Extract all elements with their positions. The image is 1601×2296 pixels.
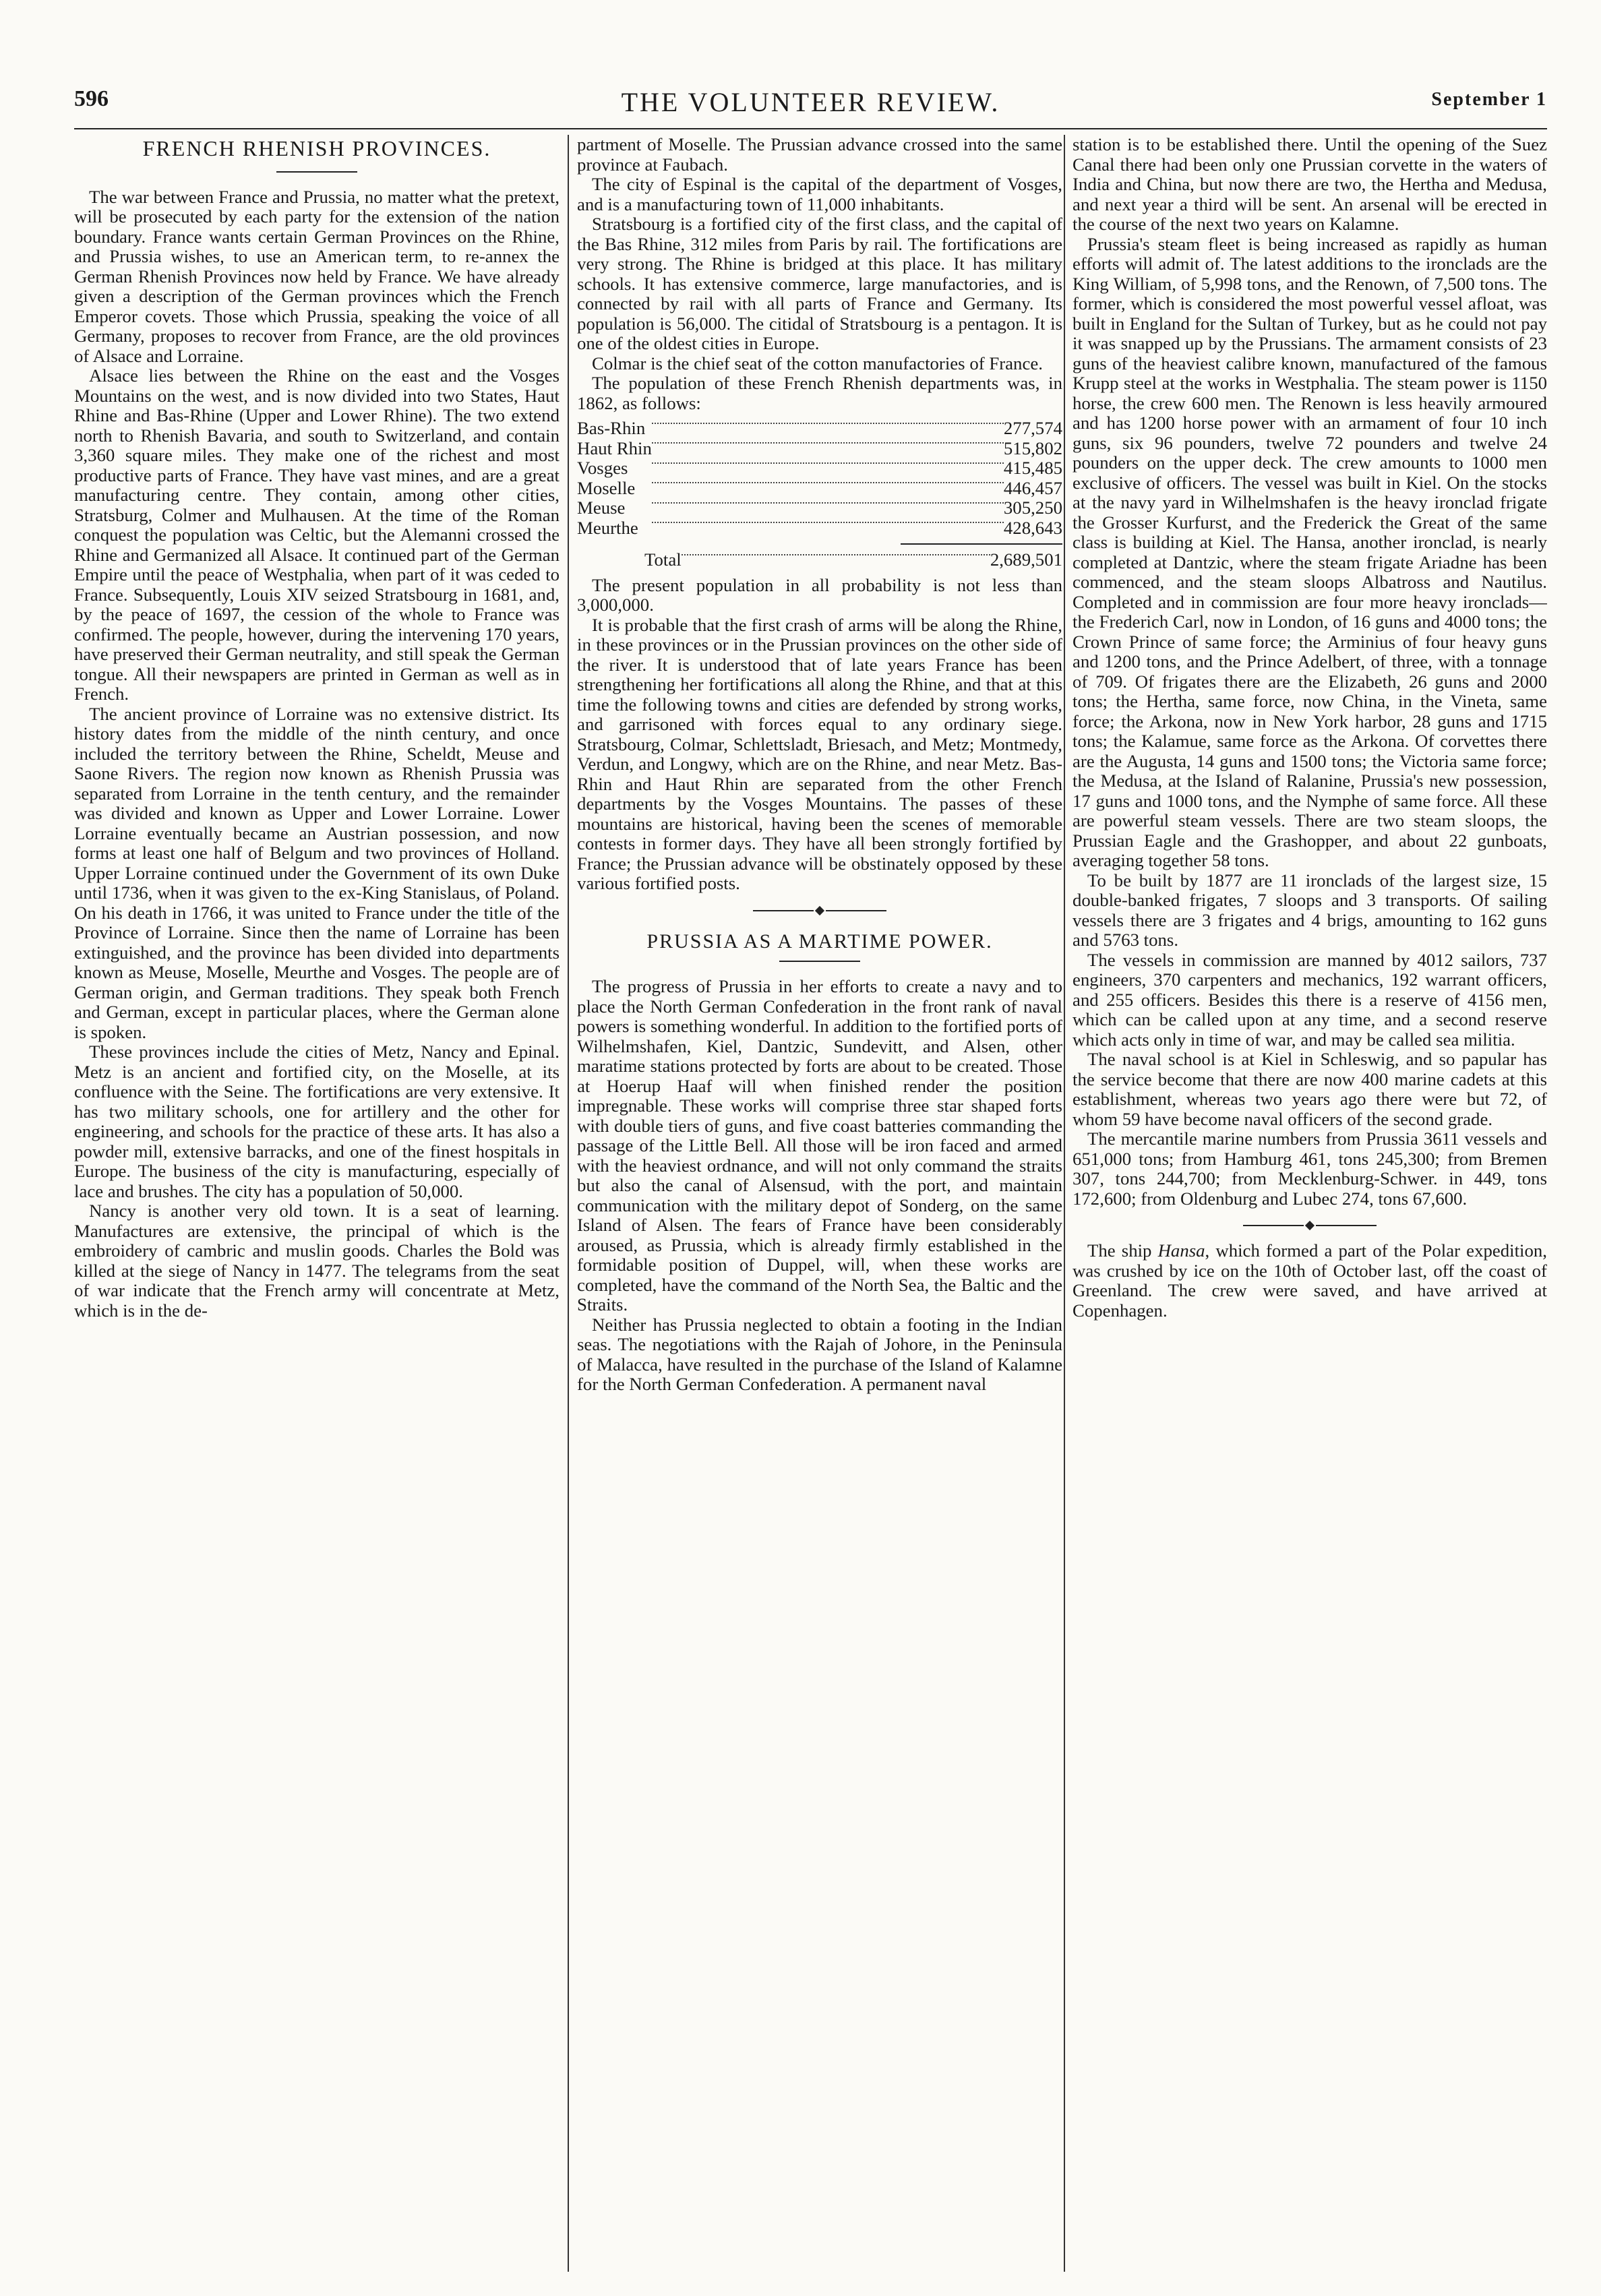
leader-dots bbox=[652, 419, 1004, 439]
section-separator bbox=[1073, 1215, 1547, 1233]
paragraph: The population of these French Rhenish departments was, in 1862, as follows: bbox=[577, 373, 1062, 413]
text-run: The ship bbox=[1087, 1240, 1158, 1261]
paragraph: These provinces include the cities of Metz, Nancy and Epinal. Metz is an ancient and fortified city, on the Moselle, at its confluence with the Seine. The fortifications are very extensive. It has two military schools, one for artillery and the other for engineering, and schools for the practice of these arts. It has also a powder mill, extensive barracks, and one of the finest hospitals in Europe. The business of the city is manufacturing, especially of lace and brushes. The city has a population of 50,000. bbox=[74, 1041, 560, 1201]
population-row bbox=[577, 498, 1062, 518]
department-population: 305,250 bbox=[1003, 497, 1062, 518]
leader-dots bbox=[652, 498, 1004, 518]
population-row bbox=[577, 419, 1062, 439]
paragraph: The ancient province of Lorraine was no extensive district. Its history dates from the middle of the ninth century, and once included the territory between the Rhine, Scheldt, Meuse and Saone Rivers. The region now known as Rhenish Prussia was separated from Lorraine in the tenth century, and the remainder was divided and known as Upper and Lower Lorraine. Lower Lorraine eventually became an Austrian possession, and now forms at least one half of Belgum and two provinces of Holland. Upper Lorraine continued under the Government of its own Duke until 1736, when it was given to the ex-King Stanislaus, of Poland. On his death in 1766, it was united to France under the title of the Province of Lorraine. Since then the name of Lorraine has been extinguished, and the province has been divided into departments known as Meuse, Moselle, Meurthe and Vosges. The people are of German origin, and German traditions. They speak both French and German, except in particular places, where the German alone is spoken. bbox=[74, 703, 560, 1042]
department-population: 428,643 bbox=[1003, 517, 1062, 538]
paragraph: Alsace lies between the Rhine on the east and the Vosges Mountains on the west, and is now divided into two States, Haut Rhine and Bas-Rhine (Upper and Lower Rhine). The two extend north to Rhenish Bavaria, and south to Switzerland, and contain 3,360 square miles. They make one of the richest and most productive parts of France. They have vast mines, and are a great manufacturing centre. They contain, among other cities, Stratsburg, Colmer and Mulhausen. At the time of the Roman conquest the population was Celtic, but the Alemanni crossed the Rhine and Germanized all Alsace. It continued part of the German Empire until the peace of Westphalia, when part of it was ceded to France. Subsequently, Louis XIV seized Stratsbourg in 1681, and, by the peace of 1697, the cession of the whole to France was confirmed. The people, however, during the intervening 170 years, have preserved their German neutrality, and still speak the German tongue. All their newspapers are printed in German as well as in French. bbox=[74, 365, 560, 704]
population-row bbox=[577, 458, 1062, 479]
leader-dots bbox=[652, 479, 1004, 499]
article-headline: PRUSSIA AS A MARTIME POWER. bbox=[646, 930, 993, 953]
column-3 bbox=[1073, 135, 1547, 2272]
journal-title: THE VOLUNTEER REVIEW. bbox=[621, 87, 1000, 117]
page-header bbox=[74, 86, 1547, 127]
leader-dots bbox=[652, 458, 1004, 479]
department-population: 415,485 bbox=[1003, 458, 1062, 478]
paragraph: Prussia's steam fleet is being increased as rapidly as human efforts will admit of. The latest additions to the ironclads are the King William, of 5,998 tons, and the Renown, of 7,500 tons. The former, which is considered the most powerful vessel afloat, was built in England for the Sultan of Turkey, but as he could not pay it was snapped up by the Prussians. The armament consists of 23 guns of the heaviest calibre known, manufactured of the famous Krupp steel at the works in Westphalia. The steam power is 1150 horse, the crew 600 men. The Renown is less heavily armoured and has 1200 horse power with an armament of four 10 inch guns, six 96 pounders, twelve 72 pounders and twelve 24 pounders on the upper deck. The crew amounts to 1000 men exclusive of officers. The vessel was built in Kiel. On the stocks at the navy yard in Wilhelmshafen is the heavy ironclad frigate the Grosser Kurfurst, and the Frederick the Great of the same class is building at Kiel. The Hansa, another ironclad, is nearly completed at Dantzic, where the steam frigate Ariadne has been commenced, and the steam sloops Albatross and Nautilus. Completed and in commission are four more heavy ironclads—the Frederich Carl, now in London, of 16 guns and 4000 tons; the Crown Prince of same force; the Arminius of four heavy guns and 1200 tons, and the Prince Adelbert, of three, with a tonnage of 709. Of frigates there are the Elizabeth, 26 guns and 2000 tons; the Hertha, same force, now China, in the Vineta, same force; the Arkona, now in New York harbor, 28 guns and 1715 tons; the Kalamue, same force as the Arkona. Of corvettes there are the Augusta, 14 guns and 1500 tons; the Victoria same force; the Medusa, at the Island of Ralanine, Prussia's new possession, 17 guns and 1000 tons, and the Nymphe of same force. All these are powerful steam vessels. There are two steam sloops, the Prussian Eagle and the Grashopper, and about 22 gunboats, averaging together 58 tons. bbox=[1073, 233, 1547, 870]
article-headline: FRENCH RHENISH PROVINCES. bbox=[142, 136, 491, 160]
paragraph: Stratsbourg is a fortified city of the first class, and the capital of the Bas Rhine, 312 miles from Paris by rail. The fortifications are very strong. The Rhine is bridged at this place. It has military schools. It has extensive commerce, large manufactories, and is connected by rail with all parts of France and Germany. Its population is 56,000. The citidal of Stratsbourg is a pentagon. It is one of the oldest cities in Europe. bbox=[577, 214, 1062, 353]
column-divider bbox=[568, 135, 569, 2272]
paragraph: Neither has Prussia neglected to obtain a footing in the Indian seas. The negotiations with the Rajah of Johore, in the Peninsula of Malacca, have resulted in the purchase of the Island of Kalamne for the North German Confederation. A permanent naval bbox=[577, 1314, 1062, 1394]
total-rule bbox=[901, 543, 1062, 545]
department-name: Haut Rhin bbox=[577, 437, 652, 458]
headline-rule bbox=[779, 961, 860, 962]
department-population: 277,574 bbox=[1003, 418, 1062, 438]
department-name: Bas-Rhin bbox=[577, 418, 646, 438]
column-divider bbox=[1064, 135, 1065, 2272]
text-run: , which formed a part of the Polar expedition, was crushed by ice on the 10th of October last, off the coast of Greenland. The crew were saved, and have arrived at Copenhagen. bbox=[1073, 1240, 1547, 1321]
ship-name: Hansa bbox=[1157, 1240, 1205, 1261]
population-row bbox=[577, 518, 1062, 539]
paragraph: The present population in all probability is not less than 3,000,000. bbox=[577, 574, 1062, 615]
population-row bbox=[577, 439, 1062, 459]
paragraph: It is probable that the first crash of arms will be along the Rhine, in these provinces or in the Prussian provinces on the other side of the river. It is understood that of late years France has been strengthening her fortifications all along the Rhine, and that at this time the following towns and cities are defended by strong works, and garrisoned with forces equal to any ordinary siege. Stratsbourg, Colmar, Schlettsladt, Briesach, and Metz; Montmedy, Verdun, and Longwy, which are on the Rhine, and near Metz. Bas-Rhin and Haut Rhin are separated from the other French departments by the Vosges Mountains. The passes of these mountains are historical, having been the scenes of memorable contests in former days. They have all been strongly fortified by France; the Prussian advance will be obstinately opposed by these various fortified posts. bbox=[577, 614, 1062, 893]
paragraph: partment of Moselle. The Prussian advance crossed into the same province at Faubach. bbox=[577, 135, 1062, 175]
headline-rule bbox=[276, 171, 357, 173]
paragraph: Colmar is the chief seat of the cotton manufactories of France. bbox=[592, 353, 1043, 373]
population-total bbox=[577, 550, 1062, 570]
population-table bbox=[577, 419, 1062, 538]
paragraph: To be built by 1877 are 11 ironclads of the largest size, 15 double-banked frigates, 7 sloops and 3 transports. Of sailing vessels there are 3 frigates and 4 brigs, amounting to 162 guns and 5763 tons. bbox=[1073, 870, 1547, 950]
department-name: Meurthe bbox=[577, 517, 638, 538]
department-population: 446,457 bbox=[1003, 477, 1062, 498]
paragraph: The mercantile marine numbers from Prussia 3611 vessels and 651,000 tons; from Hamburg 461, tons 245,300; from Bremen 307, tons 244,700; from Mecklenburg-Schwer. in 449, tons 172,600; from Oldenburg and Lubec 274, tons 67,600. bbox=[1073, 1128, 1547, 1209]
leader-dots bbox=[652, 439, 1004, 459]
leader-dots bbox=[652, 518, 1004, 539]
column-1 bbox=[74, 135, 560, 2272]
department-name: Meuse bbox=[577, 497, 626, 518]
total-value: 2,689,501 bbox=[990, 549, 1062, 570]
paragraph: The war between France and Prussia, no matter what the pretext, will be prosecuted by each party for the extension of the nation boundary. France wants certain German Provinces on the Rhine, and Prussia wishes, to use an American term, to re-annex the German Rhenish Provinces now held by France. We have already given a description of the German provinces which the French Emperor covets. Those which Prussia, speaking the voice of all Germany, proposes to recover from France, are the old provinces of Alsace and Lorraine. bbox=[74, 186, 560, 366]
department-population: 515,802 bbox=[1003, 437, 1062, 458]
column-2 bbox=[577, 135, 1062, 2272]
total-label: Total bbox=[644, 549, 682, 570]
paragraph: The vessels in commission are manned by 4012 sailors, 737 engineers, 370 carpenters and mechanics, 192 warrant officers, and 255 officers. Besides this there is a reserve of 4156 men, which can be called upon at any time, and a second reserve which acts only in time of war, and may be called sea militia. bbox=[1073, 949, 1547, 1050]
paragraph: The city of Espinal is the capital of the department of Vosges, and is a manufacturing town of 11,000 inhabitants. bbox=[577, 174, 1062, 214]
paragraph bbox=[1073, 1241, 1547, 1321]
department-name: Moselle bbox=[577, 477, 636, 498]
header-rule bbox=[74, 128, 1547, 129]
page-number: 596 bbox=[74, 86, 109, 111]
department-name: Vosges bbox=[577, 458, 628, 478]
section-separator bbox=[577, 901, 1062, 918]
paragraph: The progress of Prussia in her efforts to create a navy and to place the North German Confederation in the front rank of naval powers is something wonderful. In addition to the fortified ports of Wilhelmshafen, Kiel, Dantzic, Sundevitt, and Alsen, other maratime stations protected by forts are about to be created. Those at Hoerup Haaf will when finished render the position impregnable. These works will comprise three star shaped forts with double tiers of guns, and five coast batteries commanding the passage of the Little Bell. All those will be iron faced and armed with the heaviest ordnance, and will not only command the straits but also the canal of Alsensud, with the port, and maintain communication with the military depot of Sonderg, on the same Island of Alsen. The fears of France have been considerably aroused, as Prussia, which is already firmly established in the formidable position of Duppel, will, when these works are completed, have the command of the North Sea, the Baltic and the Straits. bbox=[577, 976, 1062, 1315]
paragraph: station is to be established there. Until the opening of the Suez Canal there had been only one Prussian corvette in the waters of India and China, but now there are two, the Hertha and Medusa, and next year a third will be sent. An arsenal will be erected in the course of the next two years on Kalamne. bbox=[1073, 135, 1547, 234]
paragraph: Nancy is another very old town. It is a seat of learning. Manufactures are extensive, the principal of which is the embroidery of cambric and muslin goods. Charles the Bold was killed at the siege of Nancy in 1477. The telegrams from the seat of war indicate that the French army will concentrate at Metz, which is in the de- bbox=[74, 1201, 560, 1321]
paragraph: The naval school is at Kiel in Schleswig, and so papular has the service become that there are now 400 marine cadets at this establishment, whereas two years ago there were but 72, of whom 59 have become naval officers of the second grade. bbox=[1073, 1049, 1547, 1129]
issue-date: September 1 bbox=[1431, 89, 1547, 110]
population-row bbox=[577, 479, 1062, 499]
